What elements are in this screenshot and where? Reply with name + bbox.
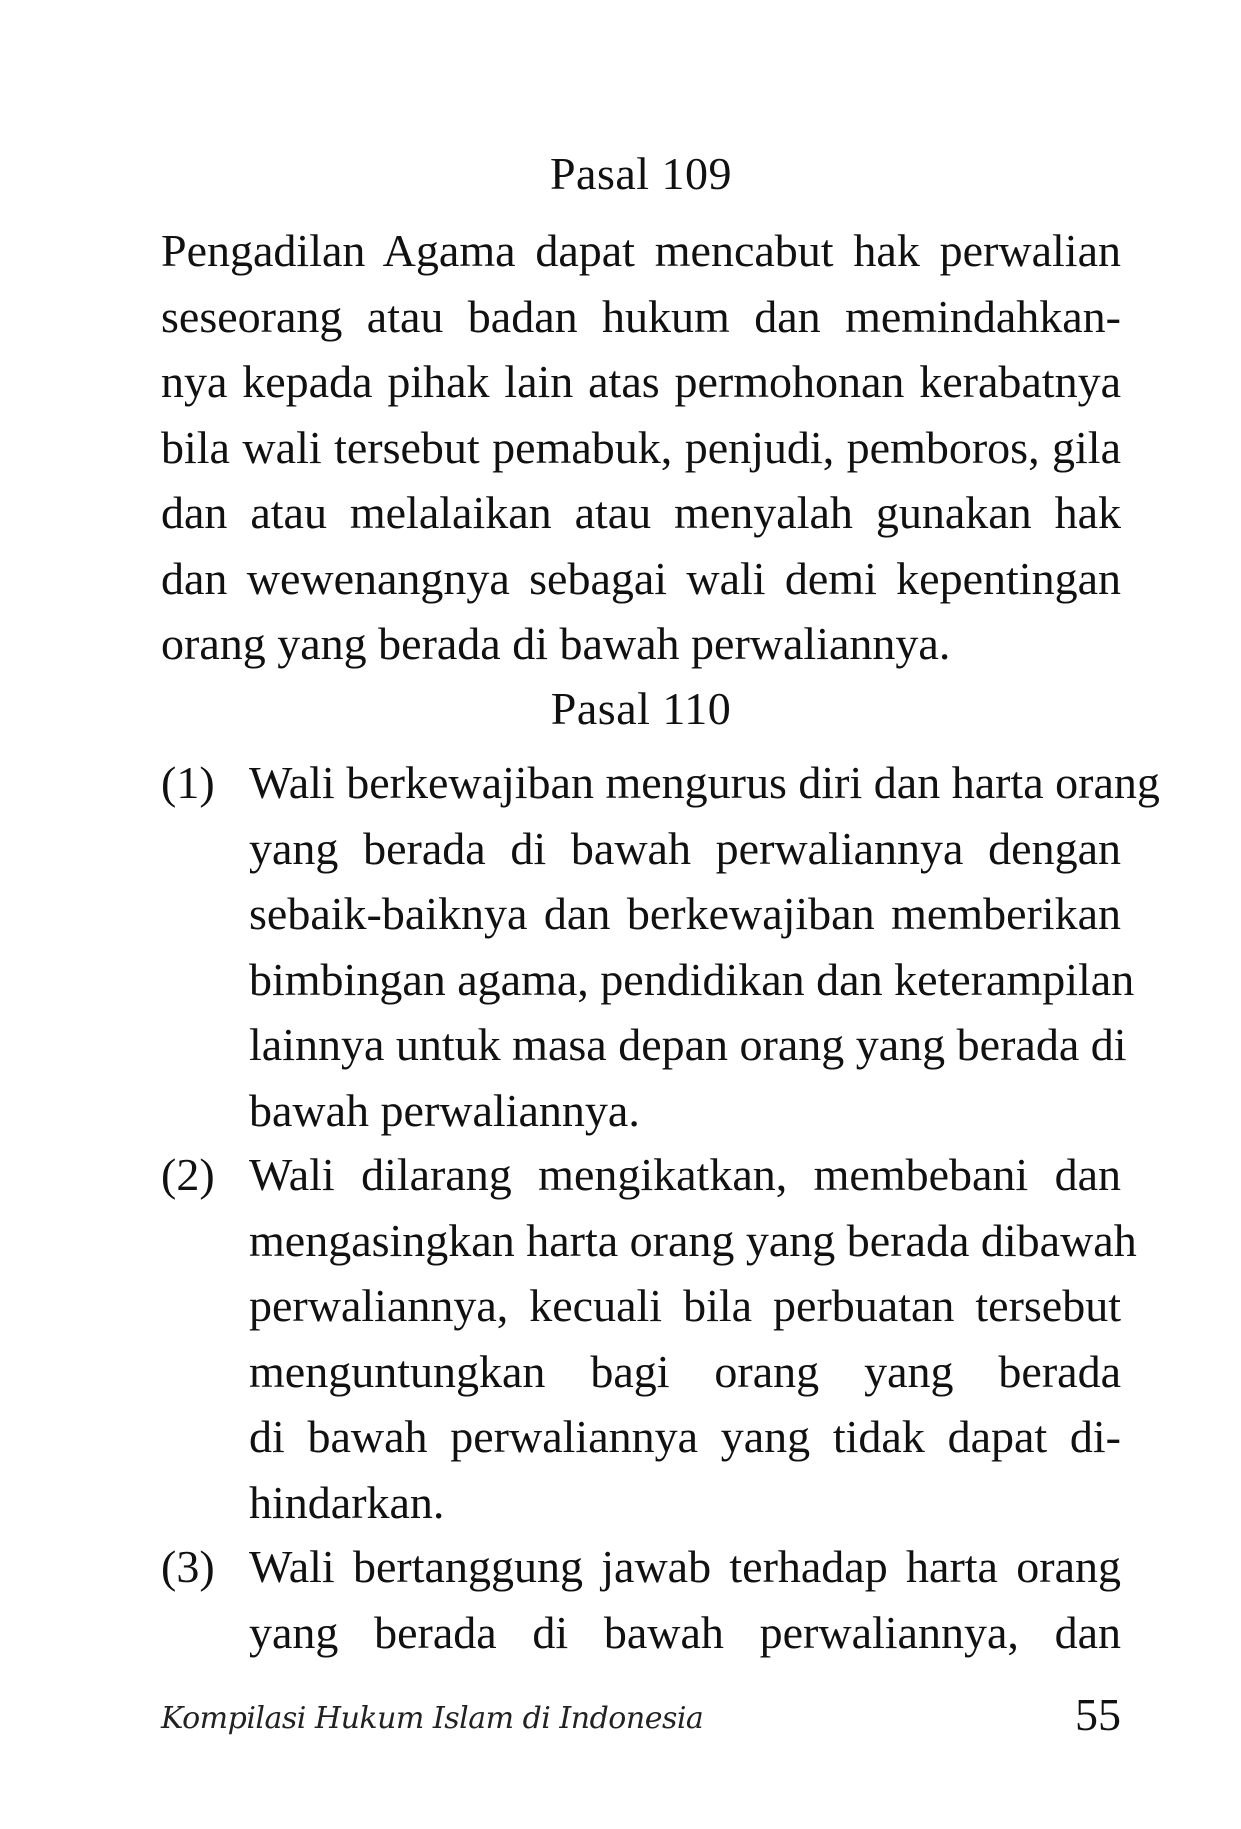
book-page bbox=[161, 0, 1160, 1829]
pasal-110-heading: Pasal 110 bbox=[550, 683, 732, 734]
item-line: lainnya untuk masa depan orang yang berada di bbox=[249, 1019, 1127, 1070]
pasal-109-paragraph bbox=[161, 218, 1121, 677]
book-title: Kompilasi Hukum Islam di Indonesia bbox=[161, 1701, 704, 1736]
item-text bbox=[249, 1142, 1137, 1535]
paragraph-line: orang yang berada di bawah perwaliannya. bbox=[161, 618, 951, 669]
item-line: di bawah perwaliannya yang tidak dapat di- bbox=[249, 1411, 1121, 1462]
item-line: bimbingan agama, pendidikan dan keterampilan bbox=[249, 953, 1135, 1005]
paragraph-line: bila wali tersebut pemabuk, penjudi, pemboros, gila bbox=[161, 421, 1121, 473]
item-line: mengasingkan harta orang yang berada dibawah bbox=[249, 1214, 1137, 1266]
item-line: bawah perwaliannya. bbox=[249, 1084, 640, 1136]
item-line: Wali berkewajiban mengurus diri dan harta orang bbox=[249, 757, 1160, 808]
page-number: 55 bbox=[1075, 1689, 1121, 1740]
paragraph-line: dan wewenangnya sebagai wali demi kepentingan bbox=[161, 552, 1121, 604]
paragraph-line: Pengadilan Agama dapat mencabut hak perwalian bbox=[161, 225, 1121, 276]
item-number: (1) bbox=[161, 757, 215, 808]
item-text bbox=[249, 1534, 1121, 1665]
item-line: yang berada di bawah perwaliannya, dan bbox=[249, 1606, 1121, 1658]
item-line: perwaliannya, kecuali bila perbuatan tersebut bbox=[249, 1280, 1121, 1331]
item-line: sebaik-baiknya dan berkewajiban memberikan bbox=[249, 888, 1121, 939]
page-footer bbox=[161, 1689, 1121, 1749]
item-line: yang berada di bawah perwaliannya dengan bbox=[249, 822, 1121, 874]
item-line: menguntungkan bagi orang yang berada bbox=[249, 1345, 1121, 1397]
paragraph-line: nya kepada pihak lain atas permohonan kerabatnya bbox=[161, 356, 1121, 407]
item-number: (3) bbox=[161, 1541, 215, 1592]
paragraph-line: dan atau melalaikan atau menyalah gunakan hak bbox=[161, 487, 1121, 538]
paragraph-line: seseorang atau badan hukum dan memindahkan- bbox=[161, 290, 1121, 342]
item-text bbox=[249, 750, 1160, 1143]
item-number: (2) bbox=[161, 1149, 215, 1200]
item-line: Wali dilarang mengikatkan, membebani dan bbox=[249, 1149, 1121, 1200]
item-line: Wali bertanggung jawab terhadap harta orang bbox=[249, 1541, 1121, 1592]
pasal-109-heading: Pasal 109 bbox=[549, 148, 733, 199]
item-line: hindarkan. bbox=[249, 1476, 445, 1528]
